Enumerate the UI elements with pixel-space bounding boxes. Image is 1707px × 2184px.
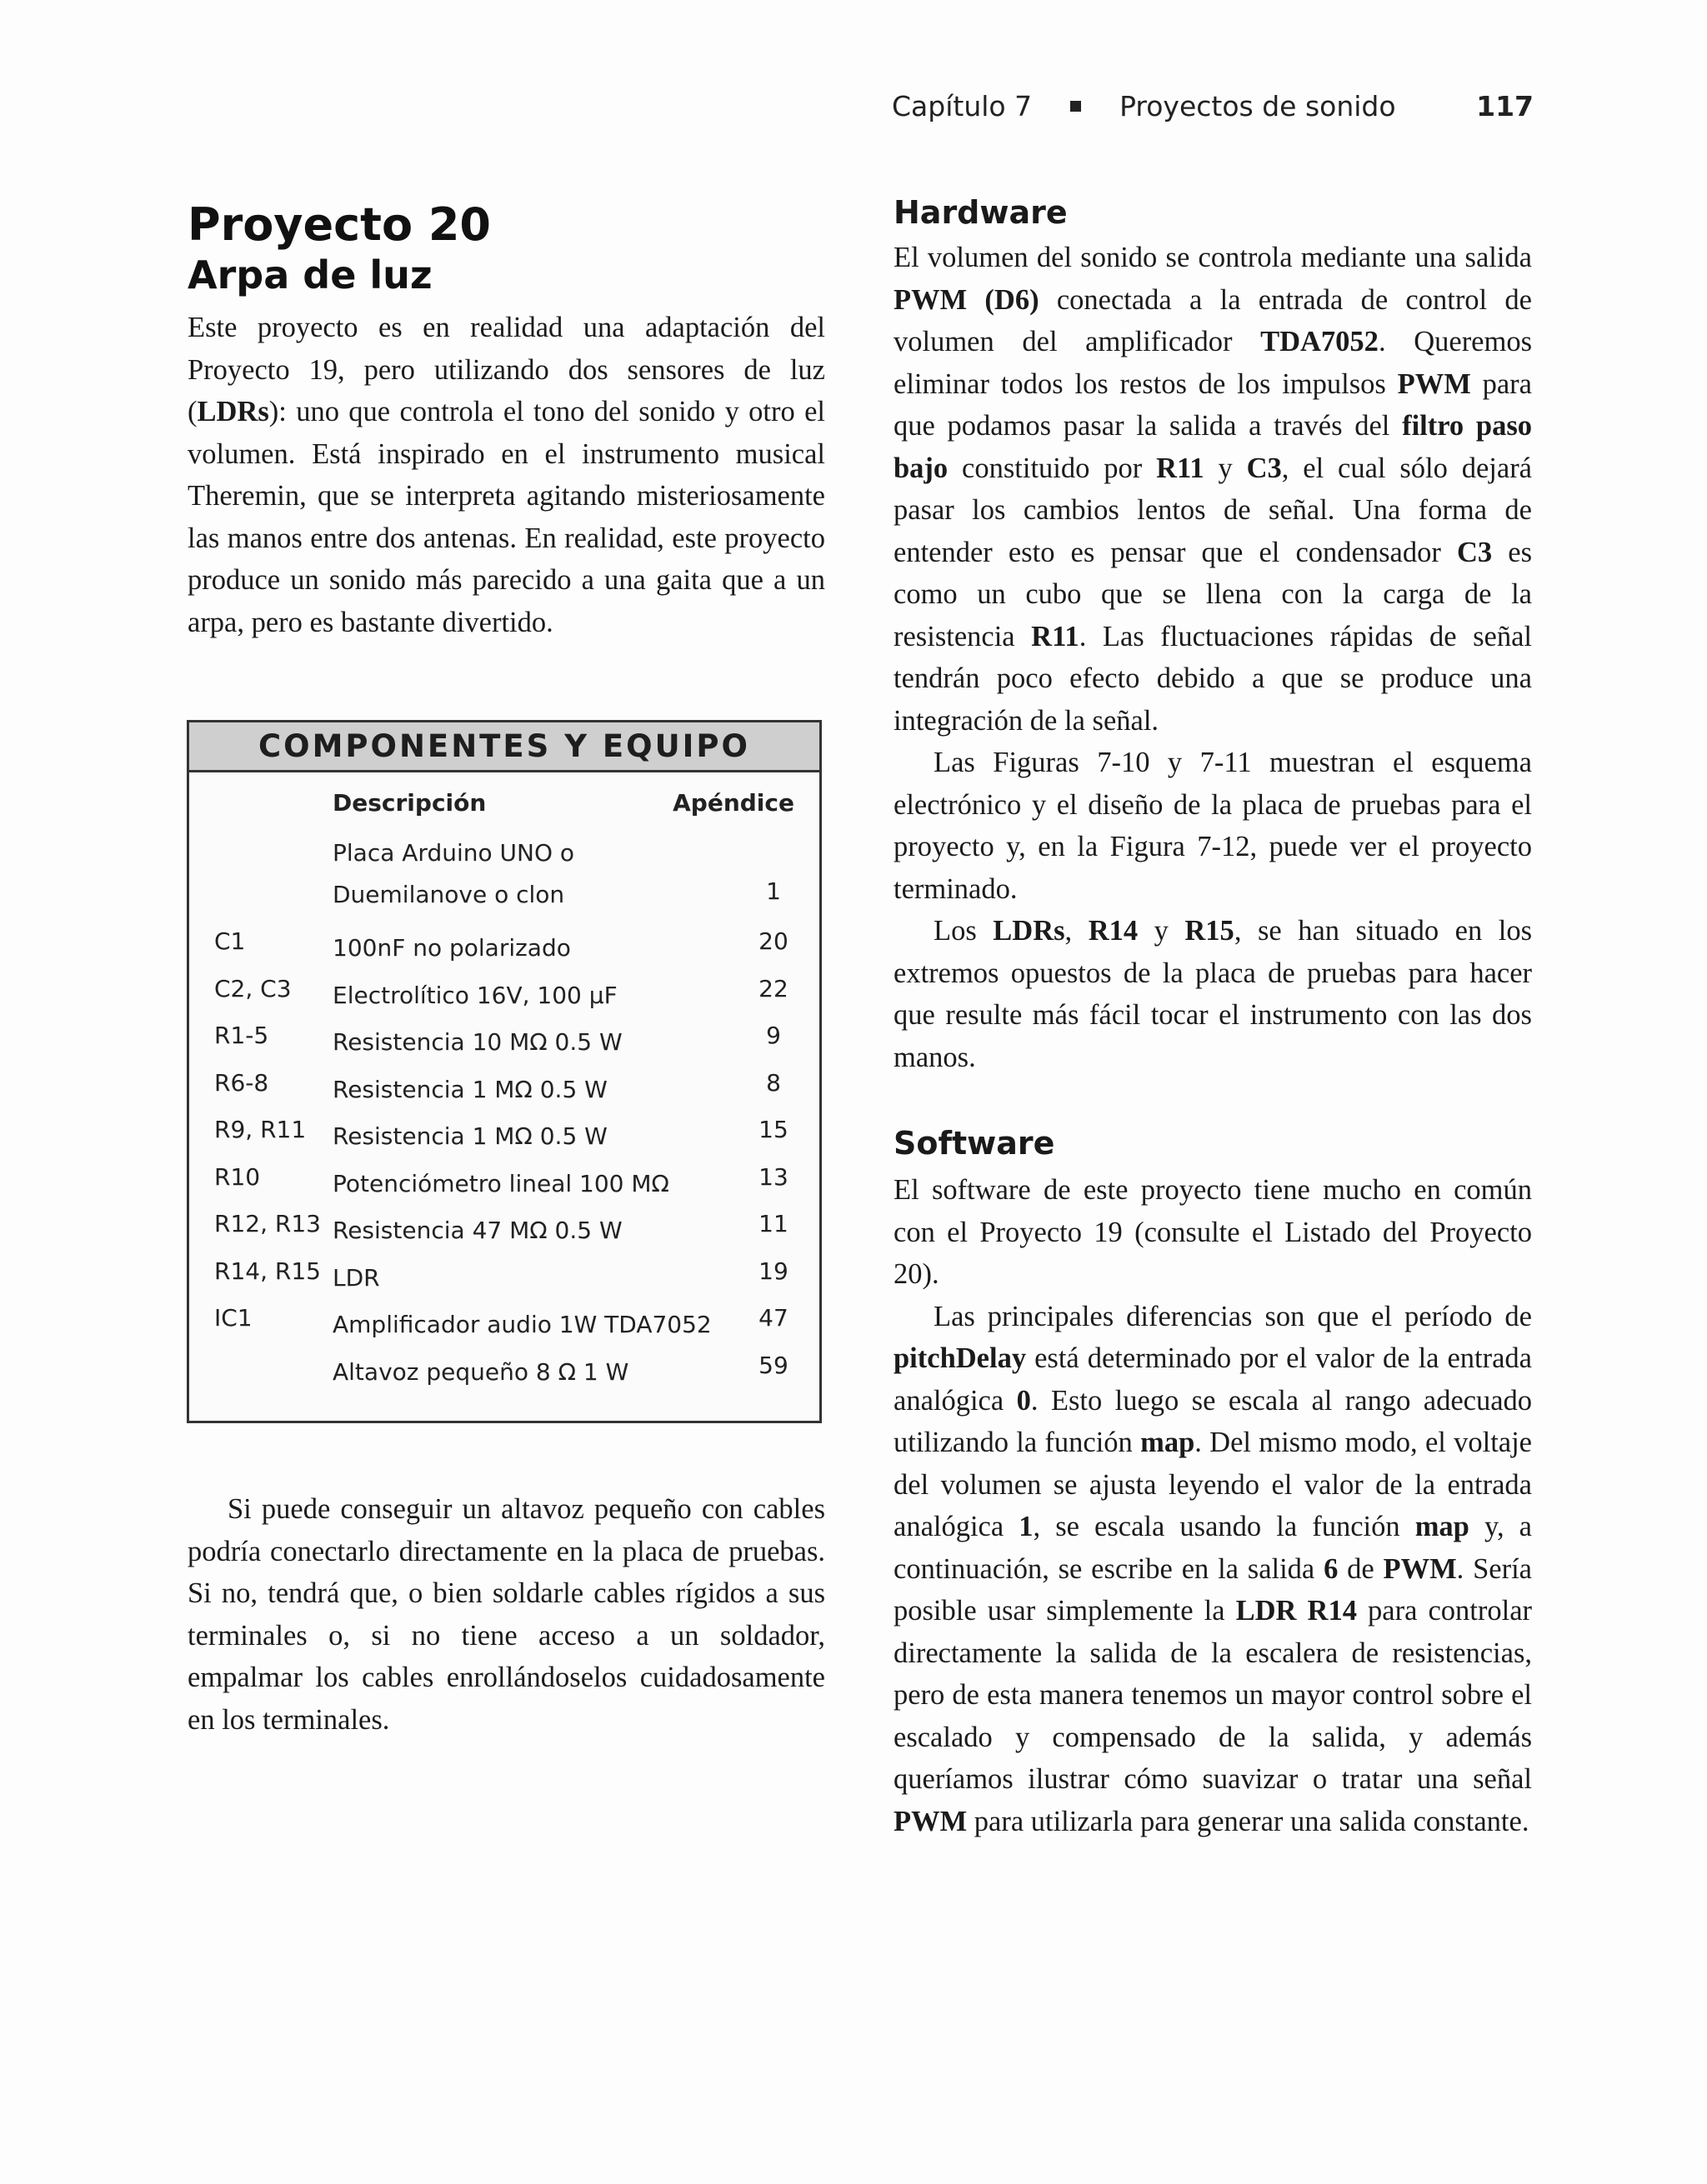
component-desc-line: Placa Arduino UNO o bbox=[333, 839, 575, 867]
software-paragraph-1: El software de este proyecto tiene mucho en común con el Proyecto 19 (consulte el Listado del Proyecto 20). bbox=[894, 1174, 1532, 1290]
table-row bbox=[189, 1202, 819, 1249]
text: , bbox=[1064, 915, 1089, 947]
project-title: Proyecto 20 bbox=[188, 198, 491, 251]
components-box bbox=[187, 720, 822, 1423]
column-header-description: Descripción bbox=[333, 789, 487, 817]
table-row bbox=[189, 829, 819, 919]
component-appendix: 59 bbox=[758, 1351, 788, 1379]
text: conectada a la entrada de control de volumen del amplificador bbox=[894, 283, 1532, 357]
table-row bbox=[189, 1296, 819, 1343]
bold-text: LDRs bbox=[993, 915, 1065, 947]
component-desc: Resistencia 47 MΩ 0.5 W bbox=[333, 1217, 623, 1244]
component-ref: R10 bbox=[214, 1162, 261, 1191]
bold-text: pitchDelay bbox=[894, 1342, 1027, 1374]
bold-text: C3 bbox=[1246, 452, 1282, 484]
software-heading: Software bbox=[894, 1125, 1055, 1162]
table-row bbox=[189, 1155, 819, 1202]
table-row bbox=[189, 967, 819, 1014]
text: . Queremos eliminar todos los restos de los impulsos bbox=[894, 326, 1533, 400]
bold-text: LDR R14 bbox=[1235, 1595, 1357, 1627]
text: , se han situado en los extremos opuestos de la placa de pruebas para hacer que resulte más fácil tocar el instrumento con las dos manos. bbox=[894, 915, 1533, 1073]
page-number: 117 bbox=[1476, 90, 1534, 122]
component-ref: R1-5 bbox=[214, 1022, 269, 1049]
component-appendix: 22 bbox=[758, 974, 788, 1002]
text: . Del mismo modo, el voltaje del volumen se ajusta leyendo el valor de la entrada analógica bbox=[894, 1427, 1532, 1542]
text: , el cual sólo dejará pasar los cambios lentos de señal. Una forma de entender esto es pensar que el condensador bbox=[894, 452, 1532, 568]
section-label: Proyectos de sonido bbox=[1119, 90, 1396, 122]
component-appendix: 1 bbox=[766, 877, 781, 905]
intro-text: Este proyecto es en realidad una adaptación del Proyecto 19, pero utilizando dos sensores de luz ( bbox=[188, 312, 825, 427]
bold-text: 0 bbox=[1016, 1384, 1031, 1417]
text: . Esto luego se escala al rango adecuado utilizando la función bbox=[894, 1384, 1533, 1458]
component-desc: LDR bbox=[333, 1263, 380, 1292]
text: está determinado por el valor de la entrada analógica bbox=[894, 1342, 1532, 1417]
text: y bbox=[1204, 452, 1247, 484]
column-header-appendix: Apéndice bbox=[673, 789, 794, 817]
bold-text: PWM (D6) bbox=[894, 283, 1039, 316]
component-appendix: 15 bbox=[758, 1116, 788, 1143]
table-row bbox=[189, 1061, 819, 1108]
table-row bbox=[189, 1013, 819, 1061]
table-row bbox=[189, 1249, 819, 1297]
running-head bbox=[892, 90, 1534, 122]
component-desc bbox=[333, 832, 574, 916]
hardware-paragraph-1 bbox=[894, 237, 1532, 742]
component-desc: Electrolítico 16V, 100 µF bbox=[333, 981, 618, 1009]
component-appendix: 19 bbox=[758, 1257, 788, 1285]
text: . Las fluctuaciones rápidas de señal tendrán poco efecto debido a que se produce una integración de la señal. bbox=[894, 620, 1532, 737]
component-desc: Resistencia 1 MΩ 0.5 W bbox=[333, 1075, 608, 1103]
component-desc: 100nF no polarizado bbox=[333, 934, 571, 962]
bold-text: filtro paso bajo bbox=[894, 410, 1532, 484]
table-row bbox=[189, 1107, 819, 1155]
software-paragraph-2 bbox=[894, 1296, 1532, 1843]
bold-text: R11 bbox=[1156, 452, 1204, 484]
bold-text: 6 bbox=[1324, 1552, 1339, 1585]
hardware-section bbox=[894, 193, 1532, 1078]
chapter-label: Capítulo 7 bbox=[892, 90, 1033, 122]
component-appendix: 47 bbox=[758, 1304, 788, 1332]
text: de bbox=[1338, 1552, 1384, 1585]
table-row bbox=[189, 919, 819, 967]
component-ref: R12, R13 bbox=[214, 1210, 321, 1237]
text: y, a continuación, se escribe en la salida bbox=[894, 1511, 1532, 1585]
component-ref: R9, R11 bbox=[214, 1116, 307, 1143]
intro-paragraph bbox=[188, 307, 825, 643]
after-table-paragraph bbox=[188, 1488, 825, 1741]
hardware-paragraph-3 bbox=[894, 910, 1532, 1078]
bold-text: map bbox=[1414, 1511, 1469, 1542]
bold-text: PWM bbox=[894, 1805, 968, 1837]
text: constituido por bbox=[948, 452, 1157, 484]
component-desc: Resistencia 1 MΩ 0.5 W bbox=[333, 1122, 608, 1150]
intro-text: ): uno que controla el tono del sonido y otro el volumen. Está inspirado en el instrumento musical Theremin, que se interpreta agitando misteriosamente las manos entre dos antenas. En realidad, este proyecto produce un sonido más parecido a una gaita que a un arpa, pero es bastante divertido. bbox=[188, 396, 825, 638]
component-ref: R6-8 bbox=[214, 1068, 269, 1097]
text: es como un cubo que se llena con la carga de la resistencia bbox=[894, 536, 1532, 652]
component-desc: Amplificador audio 1W TDA7052 bbox=[333, 1311, 712, 1338]
project-subtitle: Arpa de luz bbox=[188, 252, 433, 297]
component-appendix: 9 bbox=[766, 1022, 781, 1049]
text: para que podamos pasar la salida a través del bbox=[894, 367, 1532, 442]
bold-text: 1 bbox=[1019, 1511, 1034, 1542]
text: El volumen del sonido se controla mediante una salida bbox=[894, 242, 1532, 273]
bold-text: map bbox=[1140, 1427, 1195, 1458]
component-desc: Altavoz pequeño 8 Ω 1 W bbox=[333, 1357, 629, 1386]
paragraph: Si puede conseguir un altavoz pequeño con cables podría conectarlo directamente en la placa de pruebas. Si no, tendrá que, o bien soldarle cables rígidos a sus terminales o, si no tiene acceso a un soldador, empalmar los cables enrollándoselos cuidadosamente en los terminales. bbox=[188, 1493, 825, 1736]
component-ref: R14, R15 bbox=[214, 1257, 321, 1285]
component-appendix: 11 bbox=[758, 1210, 788, 1237]
text: para controlar directamente la salida de la escalera de resistencias, pero de esta manera tenemos un mayor control sobre el escalado y compensado de la salida, y además queríamos ilustrar cómo suavizar o tratar una señal bbox=[894, 1595, 1533, 1795]
component-desc: Resistencia 10 MΩ 0.5 W bbox=[333, 1028, 623, 1056]
component-ref: IC1 bbox=[214, 1304, 253, 1332]
text: Las principales diferencias son que el período de bbox=[934, 1300, 1532, 1332]
bold-text: PWM bbox=[1383, 1552, 1457, 1585]
components-table bbox=[189, 772, 819, 1390]
bold-text: C3 bbox=[1456, 536, 1493, 568]
component-ref: C1 bbox=[214, 927, 246, 955]
hardware-paragraph-2: Las Figuras 7-10 y 7-11 muestran el esquema electrónico y el diseño de la placa de pruebas para el proyecto y, en la Figura 7-12, puede ver el proyecto terminado. bbox=[894, 747, 1532, 905]
component-ref: C2, C3 bbox=[214, 974, 292, 1002]
square-bullet-icon bbox=[1070, 101, 1081, 112]
table-row bbox=[189, 1343, 819, 1391]
bold-text: R15 bbox=[1184, 915, 1234, 947]
component-desc: Potenciómetro lineal 100 MΩ bbox=[333, 1169, 669, 1197]
text: . Sería posible usar simplemente la bbox=[894, 1552, 1532, 1627]
text: y bbox=[1138, 915, 1185, 947]
bold-text: PWM bbox=[1397, 367, 1471, 400]
component-desc-line: Duemilanove o clon bbox=[333, 881, 565, 908]
intro-bold: LDRs bbox=[197, 396, 269, 427]
component-appendix: 8 bbox=[766, 1068, 781, 1097]
component-appendix: 20 bbox=[758, 927, 788, 955]
bold-text: R11 bbox=[1031, 620, 1079, 652]
software-section bbox=[894, 1124, 1532, 1842]
text: , se escala usando la función bbox=[1033, 1511, 1415, 1542]
components-header-row bbox=[189, 772, 819, 829]
text: Los bbox=[934, 915, 994, 947]
bold-text: R14 bbox=[1088, 915, 1139, 947]
text: para utilizarla para generar una salida constante. bbox=[967, 1805, 1529, 1837]
components-title: COMPONENTES Y EQUIPO bbox=[189, 722, 819, 772]
bold-text: TDA7052 bbox=[1260, 326, 1379, 357]
hardware-heading: Hardware bbox=[894, 194, 1068, 231]
component-appendix: 13 bbox=[758, 1162, 788, 1191]
